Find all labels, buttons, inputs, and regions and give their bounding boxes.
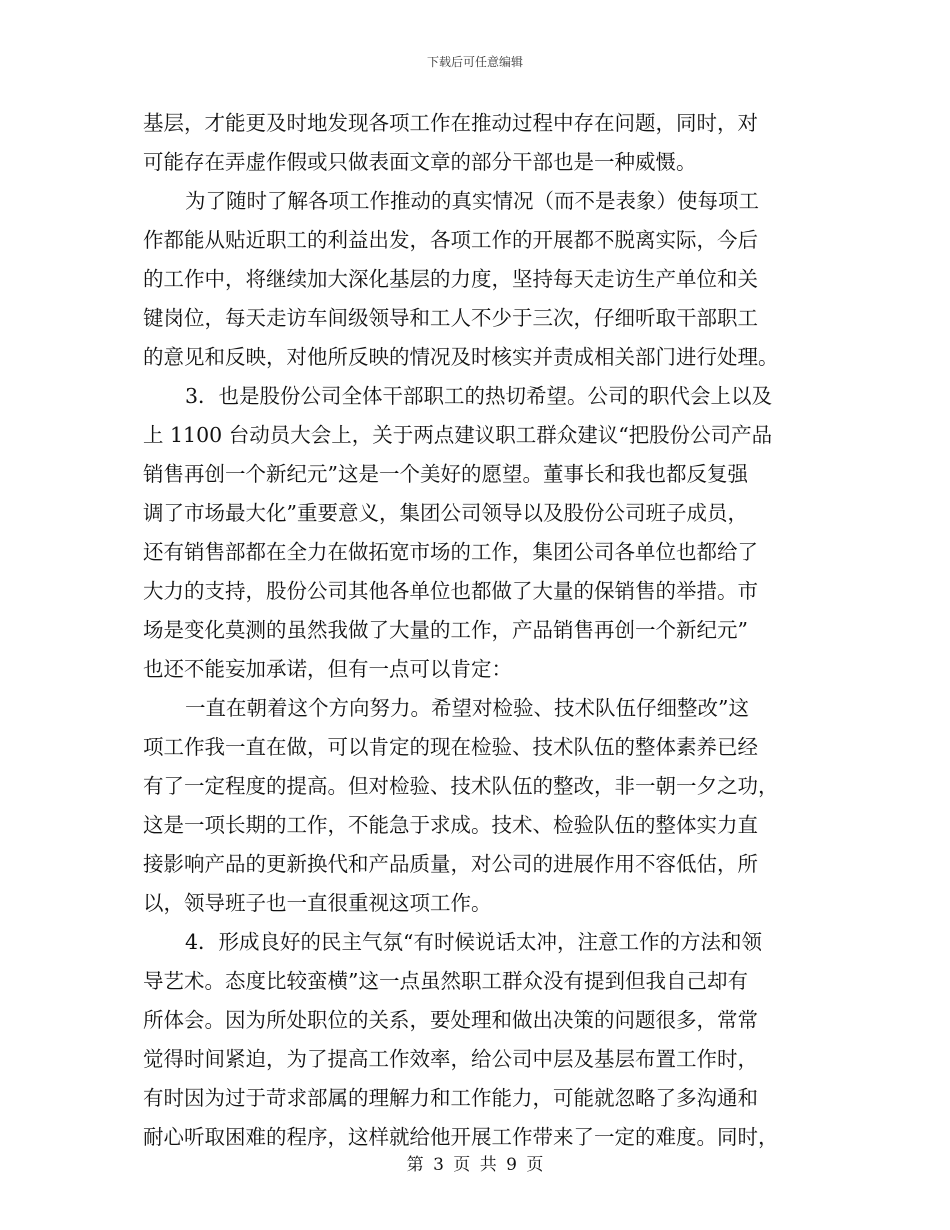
- text-line: 销售再创一个新纪元”这是一个美好的愿望。董事长和我也都反复强: [143, 462, 748, 486]
- text-line: 上 1100 台动员大会上，关于两点建议职工群众建议“把股份公司产品: [143, 423, 773, 447]
- text-line: 还有销售部都在全力在做拓宽市场的工作，集团公司各单位也都给了: [143, 540, 758, 564]
- text-line: 的意见和反映，对他所反映的情况及时核实并责成相关部门进行处理。: [143, 345, 779, 369]
- text-line: 觉得时间紧迫，为了提高工作效率，给公司中层及基层布置工作时，: [143, 1047, 758, 1071]
- document-body: [143, 104, 807, 1157]
- text-line: 这是一项长期的工作，不能急于求成。技术、检验队伍的整体实力直: [143, 813, 758, 837]
- text-line: 键岗位，每天走访车间级领导和工人不少于三次，仔细听取干部职工: [143, 306, 758, 330]
- paragraph-start: 为了随时了解各项工作推动的真实情况（而不是表象）使每项工: [185, 189, 759, 213]
- text-line: 的工作中，将继续加大深化基层的力度，坚持每天走访生产单位和关: [143, 267, 758, 291]
- text-line: 可能存在弄虚作假或只做表面文章的部分干部也是一种威慑。: [143, 150, 697, 174]
- text-line: 项工作我一直在做，可以肯定的现在检验、技术队伍的整体素养已经: [143, 735, 758, 759]
- text-line: 调了市场最大化”重要意义，集团公司领导以及股份公司班子成员，: [143, 501, 748, 525]
- page-header: 下载后可任意编辑: [426, 55, 523, 69]
- text-line: 耐心听取困难的程序，这样就给他开展工作带来了一定的难度。同时，: [143, 1125, 779, 1149]
- text-line: 所体会。因为所处职位的关系，要处理和做出决策的问题很多，常常: [143, 1008, 758, 1032]
- text-line: 作都能从贴近职工的利益出发，各项工作的开展都不脱离实际，今后: [143, 228, 758, 252]
- paragraph-start: 3．也是股份公司全体干部职工的热切希望。公司的职代会上以及: [185, 384, 773, 408]
- text-line: 有了一定程度的提高。但对检验、技术队伍的整改，非一朝一夕之功，: [143, 774, 779, 798]
- paragraph-start: 一直在朝着这个方向努力。希望对检验、技术队伍仔细整改”这: [185, 696, 749, 720]
- text-line: 接影响产品的更新换代和产品质量，对公司的进展作用不容低估，所: [143, 852, 758, 876]
- text-line: 场是变化莫测的虽然我做了大量的工作，产品销售再创一个新纪元”: [143, 618, 748, 642]
- text-line: 以，领导班子也一直很重视这项工作。: [143, 891, 492, 915]
- text-line: 有时因为过于苛求部属的理解力和工作能力，可能就忽略了多沟通和: [143, 1086, 758, 1110]
- page-number: 第 3 页 共 9 页: [406, 1155, 544, 1175]
- text-line: 基层，才能更及时地发现各项工作在推动过程中存在问题，同时，对: [143, 111, 758, 135]
- text-line: 导艺术。态度比较蛮横”这一点虽然职工群众没有提到但我自己却有: [143, 969, 748, 993]
- text-line: 大力的支持，股份公司其他各单位也都做了大量的保销售的举措。市: [143, 579, 758, 603]
- paragraph-start: 4．形成良好的民主气氛“有时候说话太冲，注意工作的方法和领: [185, 930, 763, 954]
- text-line: 也还不能妄加承诺，但有一点可以肯定：: [143, 657, 512, 681]
